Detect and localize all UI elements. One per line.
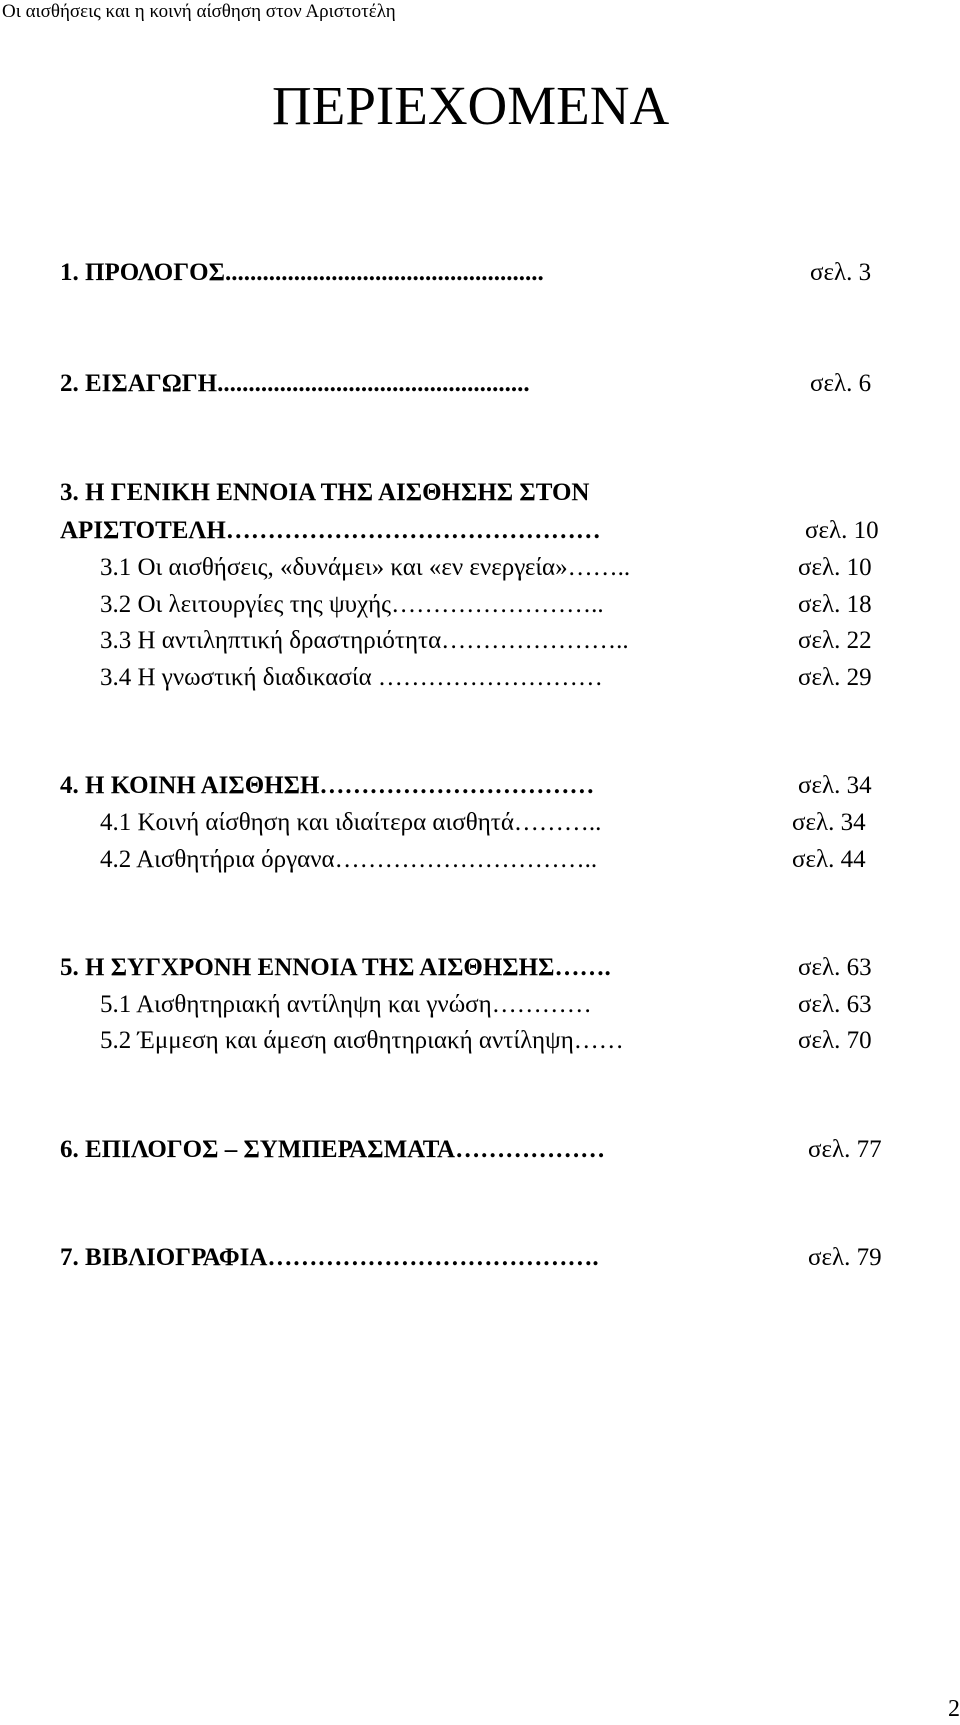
toc-entry-text: 3.2 Οι λειτουργίες της ψυχής…………………….. bbox=[100, 591, 604, 618]
toc-entry-3-3 bbox=[100, 626, 872, 656]
toc-entry-text: 2. ΕΙΣΑΓΩΓΗ.................................................. bbox=[60, 370, 530, 397]
toc-entry-common-sense bbox=[60, 771, 872, 801]
toc-entry-5-1 bbox=[100, 990, 872, 1020]
toc-entry-bibliography bbox=[60, 1243, 882, 1273]
toc-entry-page: σελ. 29 bbox=[798, 664, 872, 691]
toc-entry-text: 5.2 Έμμεση και άμεση αισθητηριακή αντίληψη…… bbox=[100, 1027, 624, 1054]
toc-entry-3-4 bbox=[100, 663, 872, 693]
toc-entry-page: σελ. 44 bbox=[792, 846, 866, 873]
running-header: Οι αισθήσεις και η κοινή αίσθηση στον Αριστοτέλη bbox=[2, 1, 396, 22]
toc-entry-page: σελ. 18 bbox=[798, 591, 872, 618]
toc-entry-modern-concept bbox=[60, 953, 872, 983]
page-title: ΠΕΡΙΕΧΟΜΕΝΑ bbox=[272, 75, 670, 136]
toc-entry-3-1 bbox=[100, 553, 872, 583]
toc-entry-text: 3.3 Η αντιληπτική δραστηριότητα………………….. bbox=[100, 627, 629, 654]
toc-entry-chapter-3-line2 bbox=[60, 516, 879, 546]
toc-entry-4-2 bbox=[100, 845, 866, 875]
toc-entry-text: 6. ΕΠΙΛΟΓΟΣ – ΣΥΜΠΕΡΑΣΜΑΤΑ……………… bbox=[60, 1136, 606, 1163]
toc-entry-page: σελ. 63 bbox=[798, 954, 872, 981]
toc-entry-page: σελ. 34 bbox=[792, 809, 866, 836]
toc-entry-text: 7. ΒΙΒΛΙΟΓΡΑΦΙΑ…………………………………. bbox=[60, 1244, 599, 1271]
toc-entry-4-1 bbox=[100, 808, 866, 838]
toc-entry-text: 4. Η ΚΟΙΝΗ ΑΙΣΘΗΣΗ…………………………… bbox=[60, 772, 595, 799]
toc-entry-page: σελ. 3 bbox=[810, 259, 872, 286]
toc-entry-text: 3. Η ΓΕΝΙΚΗ ΕΝΝΟΙΑ ΤΗΣ ΑΙΣΘΗΣΗΣ ΣΤΟΝ bbox=[60, 479, 590, 506]
toc-entry-chapter-3-line1 bbox=[60, 478, 589, 508]
toc-entry-page: σελ. 34 bbox=[798, 772, 872, 799]
toc-entry-text: 5. Η ΣΥΓΧΡΟΝΗ ΕΝΝΟΙΑ ΤΗΣ ΑΙΣΘΗΣΗΣ……. bbox=[60, 954, 611, 981]
toc-entry-page: σελ. 6 bbox=[810, 370, 872, 397]
toc-entry-page: σελ. 77 bbox=[808, 1136, 882, 1163]
page-number: 2 bbox=[948, 1696, 960, 1722]
toc-entry-text: 4.2 Αισθητήρια όργανα………………………….. bbox=[100, 846, 598, 873]
toc-entry-text: ΑΡΙΣΤΟΤΕΛΗ……………………………………… bbox=[60, 517, 601, 544]
toc-entry-epilogue bbox=[60, 1135, 882, 1165]
toc-entry-text: 1. ΠΡΟΛΟΓΟΣ................................................... bbox=[60, 259, 544, 286]
toc-entry-5-2 bbox=[100, 1026, 872, 1056]
toc-entry-text: 3.4 Η γνωστική διαδικασία ……………………… bbox=[100, 664, 603, 691]
toc-entry-text: 3.1 Οι αισθήσεις, «δυνάμει» και «εν ενεργεία»…….. bbox=[100, 554, 631, 581]
toc-entry-page: σελ. 79 bbox=[808, 1244, 882, 1271]
toc-entry-page: σελ. 70 bbox=[798, 1027, 872, 1054]
toc-entry-introduction bbox=[60, 369, 872, 399]
toc-entry-prologue bbox=[60, 258, 872, 288]
toc-entry-page: σελ. 63 bbox=[798, 991, 872, 1018]
toc-entry-3-2 bbox=[100, 590, 872, 620]
toc-entry-page: σελ. 10 bbox=[805, 517, 879, 544]
toc-entry-page: σελ. 22 bbox=[798, 627, 872, 654]
toc-entry-text: 5.1 Αισθητηριακή αντίληψη και γνώση………… bbox=[100, 991, 592, 1018]
toc-entry-page: σελ. 10 bbox=[798, 554, 872, 581]
toc-entry-text: 4.1 Κοινή αίσθηση και ιδιαίτερα αισθητά……….. bbox=[100, 809, 602, 836]
